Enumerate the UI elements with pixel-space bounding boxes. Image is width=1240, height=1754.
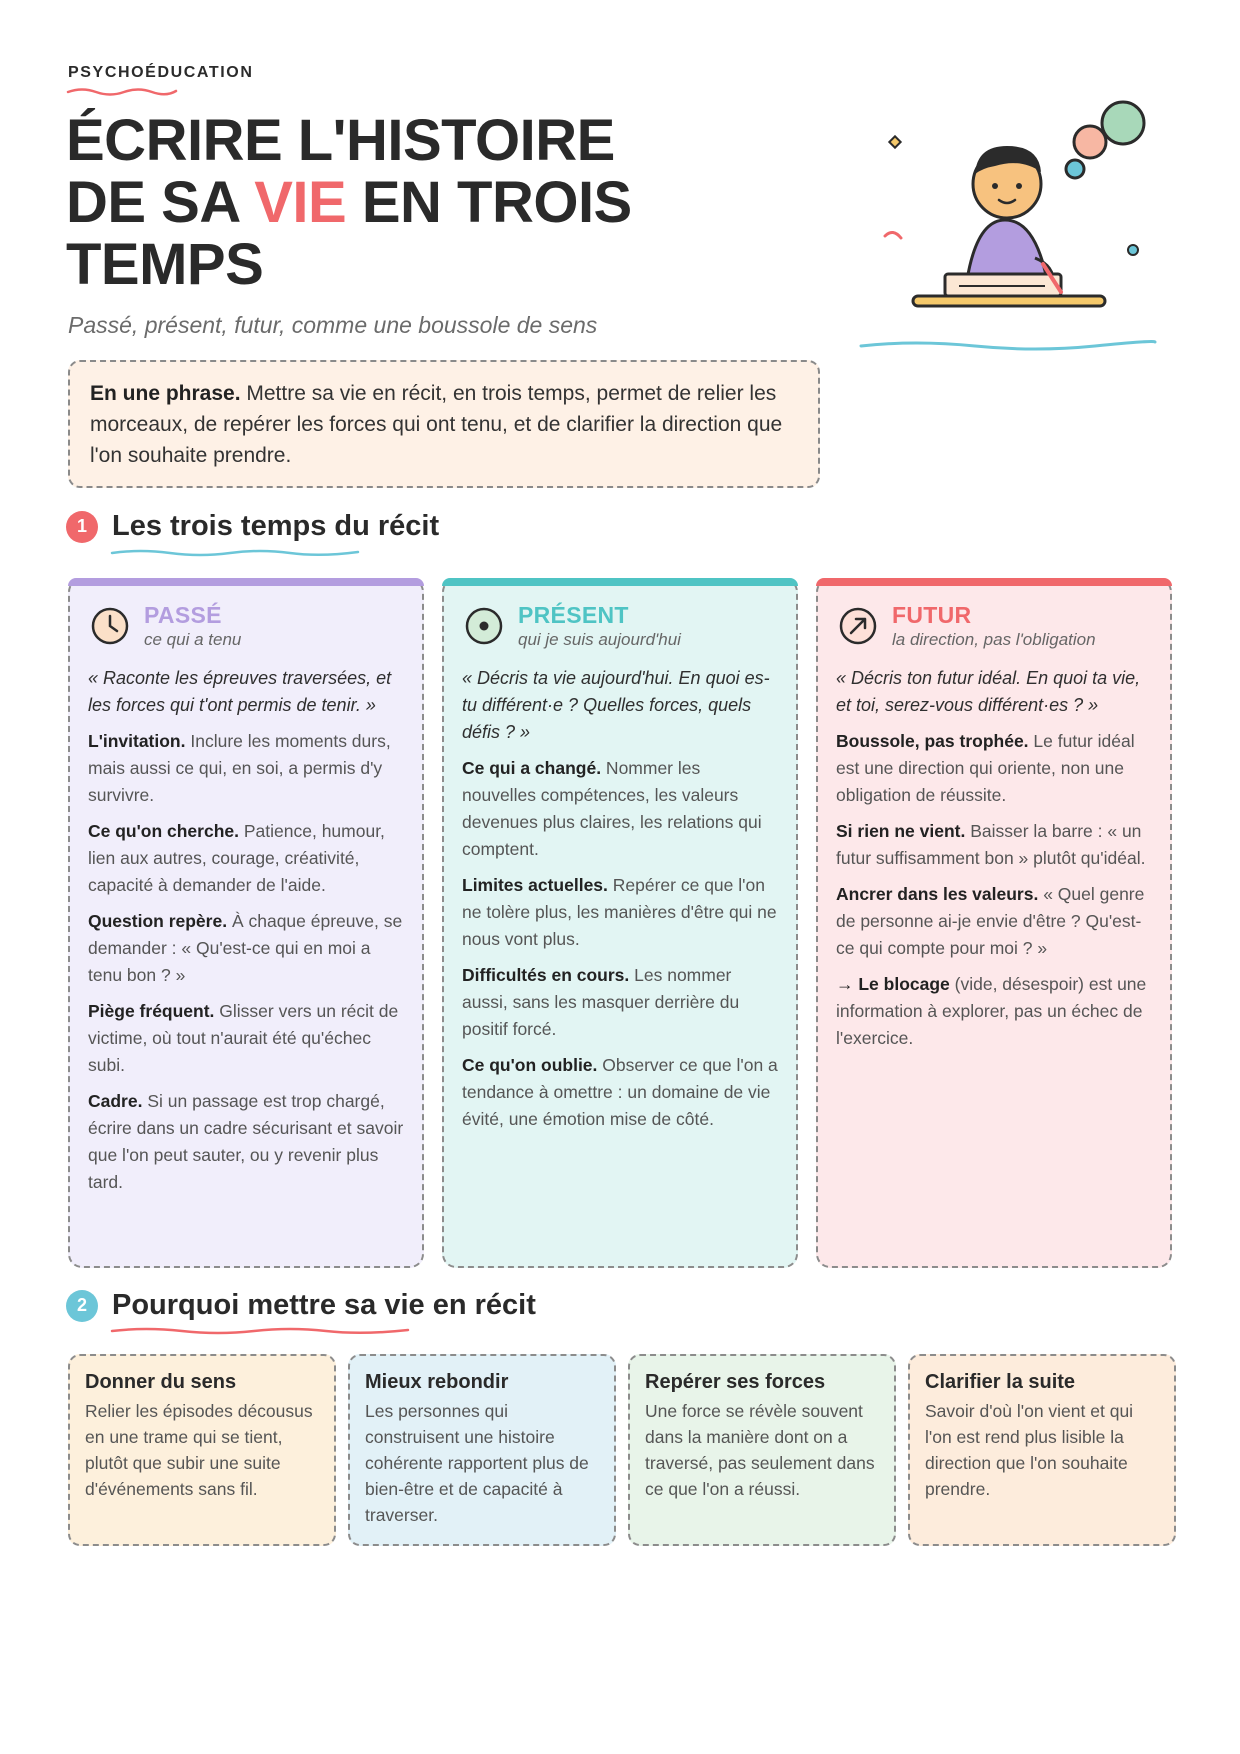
column-futur-para-1: Boussole, pas trophée. Le futur idéal est une direction qui oriente, non une obligation de réussite.: [836, 731, 1135, 805]
title-line-2b: EN TROIS: [346, 170, 632, 235]
summary-lead: En une phrase.: [90, 382, 241, 405]
column-futur: [816, 578, 1172, 1268]
column-futur-subtitle: la direction, pas l'obligation: [892, 630, 1096, 649]
column-present-subtitle: qui je suis aujourd'hui: [518, 630, 681, 649]
reason-card-text: Relier les épisodes décousus en une trame qui se tient, plutôt que subir une suite d'événements sans fil.: [85, 1401, 313, 1499]
section-1-number: 1: [66, 511, 98, 543]
reason-card-suite: [908, 1354, 1176, 1546]
column-passe-para-1: L'invitation. Inclure les moments durs, mais aussi ce qui, en soi, a permis d'y survivre.: [88, 731, 391, 805]
section-1-heading: [66, 510, 439, 543]
page-subtitle: Passé, présent, futur, comme une boussole de sens: [68, 312, 598, 338]
page-title: [66, 110, 766, 296]
column-passe: [68, 578, 424, 1268]
column-passe-title: PASSÉ: [144, 602, 222, 628]
reason-card-title: Clarifier la suite: [925, 1371, 1076, 1393]
reason-card-title: Donner du sens: [85, 1371, 237, 1393]
reason-card-text: Une force se révèle souvent dans la manière dont on a traversé, pas seulement dans ce que l'on a réussi.: [645, 1401, 875, 1499]
column-futur-para-3: Ancrer dans les valeurs. « Quel genre de personne ai-je envie d'être ? Qu'est-ce qui compte pour moi ? »: [836, 884, 1145, 958]
column-futur-title: FUTUR: [892, 602, 972, 628]
column-passe-para-5: Cadre. Si un passage est trop chargé, écrire dans un cadre sécurisant et savoir que l'on peut sauter, ou y revenir plus tard.: [88, 1091, 404, 1192]
reason-card-forces: [628, 1354, 896, 1546]
column-passe-accent-bar: [68, 578, 424, 586]
section-2-underline: [110, 1326, 410, 1336]
column-present-para-4: Ce qu'on oublie. Observer ce que l'on a tendance à omettre : un domaine de vie évité, une émotion mise de côté.: [462, 1055, 778, 1129]
section-2-title: Pourquoi mettre sa vie en récit: [112, 1289, 536, 1321]
section-1-underline: [110, 548, 360, 558]
column-present-para-2: Limites actuelles. Repérer ce que l'on ne tolère plus, les manières d'être qui ne nous vont plus.: [462, 875, 777, 949]
eyebrow-underline: [66, 86, 178, 96]
column-futur-quote: « Décris ton futur idéal. En quoi ta vie, et toi, serez-vous différent·es ? »: [836, 668, 1141, 715]
section-1-title: Les trois temps du récit: [112, 510, 440, 542]
summary-text: Mettre sa vie en récit, en trois temps, permet de relier les morceaux, de repérer les forces qui ont tenu, et de clarifier la direction que l'on souhaite prendre.: [90, 382, 783, 467]
writing-person-illustration: [855, 88, 1175, 368]
column-present-quote: « Décris ta vie aujourd'hui. En quoi es-tu différent·e ? Quelles forces, quels défis ? »: [462, 668, 770, 742]
arrow-up-right-icon: [838, 606, 878, 646]
summary-box: [68, 360, 820, 488]
reason-card-text: Les personnes qui construisent une histoire cohérente rapportent plus de bien-être et de capacité à traverser.: [365, 1401, 589, 1525]
column-passe-quote: « Raconte les épreuves traversées, et les forces qui t'ont permis de tenir. »: [88, 668, 392, 715]
clock-icon: [90, 606, 130, 646]
column-passe-para-4: Piège fréquent. Glisser vers un récit de victime, où tout n'aurait été qu'échec subi.: [88, 1001, 399, 1075]
reason-card-title: Mieux rebondir: [365, 1371, 509, 1393]
section-2-heading: [66, 1289, 536, 1322]
column-futur-para-4: → Le blocage (vide, désespoir) est une information à explorer, pas un échec de l'exercice.: [836, 974, 1147, 1048]
column-present-para-3: Difficultés en cours. Les nommer aussi, sans les masquer derrière du positif forcé.: [462, 965, 740, 1039]
reason-card-sens: [68, 1354, 336, 1546]
reason-card-title: Repérer ses forces: [645, 1371, 826, 1393]
title-line-2a: DE SA: [66, 170, 255, 235]
column-passe-subtitle: ce qui a tenu: [144, 630, 242, 649]
reason-card-rebondir: [348, 1354, 616, 1546]
reason-card-text: Savoir d'où l'on vient et qui l'on est rend plus lisible la direction que l'on souhaite prendre.: [925, 1401, 1134, 1499]
column-present: [442, 578, 798, 1268]
title-line-1: ÉCRIRE L'HISTOIRE: [66, 108, 615, 173]
column-present-accent-bar: [442, 578, 798, 586]
eyebrow-label: PSYCHOÉDUCATION: [68, 64, 254, 81]
column-present-para-1: Ce qui a changé. Nommer les nouvelles compétences, les valeurs devenues plus claires, les relations qui comptent.: [462, 758, 762, 859]
column-passe-para-3: Question repère. À chaque épreuve, se demander : « Qu'est-ce qui en moi a tenu bon ? »: [88, 911, 403, 985]
column-present-title: PRÉSENT: [518, 602, 629, 628]
section-2-number: 2: [66, 1290, 98, 1322]
column-passe-para-2: Ce qu'on cherche. Patience, humour, lien aux autres, courage, créativité, capacité à demander de l'aide.: [88, 821, 385, 895]
target-dot-icon: [464, 606, 504, 646]
title-line-3: TEMPS: [66, 232, 264, 297]
column-futur-accent-bar: [816, 578, 1172, 586]
column-futur-para-2: Si rien ne vient. Baisser la barre : « un futur suffisamment bon » plutôt qu'idéal.: [836, 821, 1146, 868]
title-highlight: VIE: [254, 170, 347, 235]
